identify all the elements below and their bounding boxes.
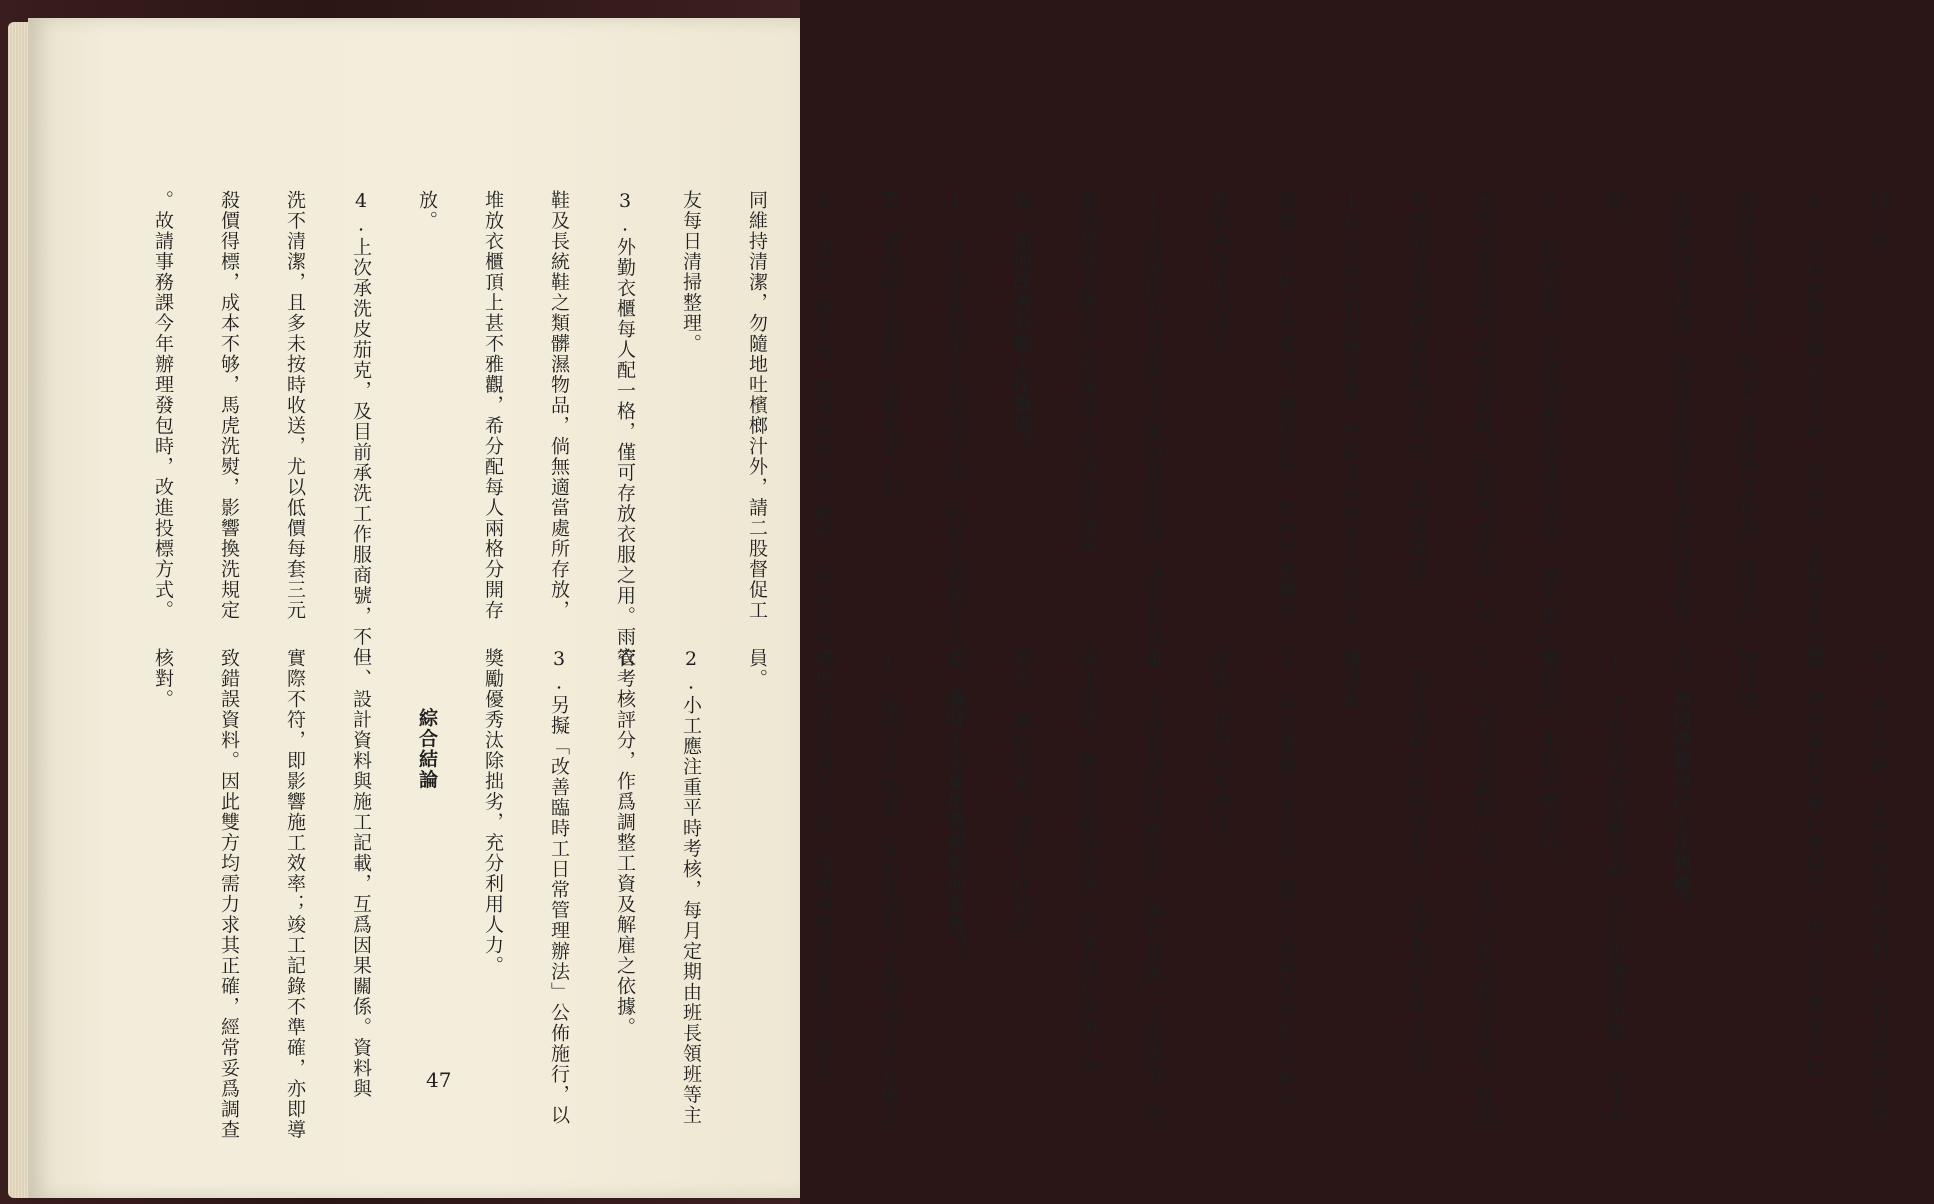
- text-line: 洗不清潔，且多未按時收送，尤以低價每套三元: [284, 190, 306, 621]
- text-line: 鼓勵自我訓練及發展。: [1208, 648, 1230, 853]
- text-line: 吊線或架設臨時吊線或麻繩，張掛滑車佈放，請: [1472, 190, 1494, 621]
- text-line: 一派代表前往吊唁或慰問，並發起捐助等予以同: [1406, 648, 1428, 1079]
- text-line: 境清潔。: [1736, 648, 1758, 730]
- text-line: 友每日清掃整理。: [680, 190, 702, 354]
- text-line: 變通方法施工的處所，應作記錄，俟料到後儘速: [1274, 190, 1296, 621]
- text-line: 重新再作正式施工。: [1208, 190, 1230, 375]
- text-line: 勿佈放路面或擦過阻碍物拖拉，而損傷電纜。: [1406, 190, 1428, 600]
- text-line: 2.更衣、候工室、厠所和洗衣台骯髒，除需大家共: [812, 190, 834, 668]
- text-line: 致錯誤資料。因此雙方均需力求其正確，經常妥爲調查: [218, 648, 240, 1140]
- section-heading: 五、如何改善外勤工作環境？: [1010, 190, 1032, 457]
- text-line: 等照顧。: [1340, 648, 1362, 730]
- text-line: 責採集樣品繳交三股彙送工程師研究處理。: [1076, 190, 1098, 580]
- text-line: 競賽，適時獎勵，鼓舞工作情緒。: [1010, 648, 1032, 956]
- text-line: 4.工作勤勞技術優良者，適時獎勵；工作懶散，表: [1142, 648, 1164, 1126]
- text-line: 表現之正式員工介紹，選用身體强壯品性良好人: [812, 648, 834, 1079]
- upper-text-block: [130, 190, 1934, 668]
- text-line: 10若因材料供應不繼，暫時未按標準工法施工，而: [1340, 190, 1362, 668]
- section-heading: 六、如何誘發同仁工作興趣？: [1670, 648, 1692, 915]
- text-line: 員。: [746, 648, 768, 689]
- text-line: 5.各工作班，工餘線頭或拆收料，材料包裝紙箱等: [1868, 648, 1890, 1126]
- text-line: 殺價得標，成本不够，馬虎洗熨，影響換洗規定: [218, 190, 240, 621]
- page-number: 47: [426, 1068, 452, 1092]
- text-line: 堆放衣櫃頂上甚不雅觀，希分配每人兩格分開存: [482, 190, 504, 621]
- text-line: 管考核評分，作爲調整工資及解雇之依據。: [614, 648, 636, 1038]
- text-line: 纜心線。: [1868, 190, 1890, 272]
- text-line: 2.小工應注重平時考核，每月定期由班長領班等主: [680, 648, 702, 1126]
- text-line: 膠絕緣墊等不佳，爲室內線障碍之根源。建請改: [1736, 190, 1758, 621]
- text-line: 9.佈放電纜，若遇跨越馬路或障碍物，應利用已有: [1538, 190, 1560, 668]
- section-heading: 七、臨時工之雇用管理如何改善？: [944, 648, 966, 956]
- text-line: 一、設計資料與施工記載，互爲因果關係。資料與: [350, 648, 372, 1099]
- text-line: 同維持清潔，勿隨地吐檳榔汁外，請二股督促工: [746, 190, 768, 621]
- text-line: 8.目前使用之隔電細卡釘，其形狀、金屬品質及塑: [1802, 190, 1824, 668]
- text-line: 3.另擬「改善臨時工日常管理辦法」公佈施行，以: [548, 648, 570, 1126]
- text-line: 。故請事務課今年辦理發包時，改進投標方式。: [152, 190, 174, 621]
- text-line: 懷協助，平時培養感情。: [1538, 648, 1560, 874]
- text-line: 2.同事直系血親亡故，或同仁遭受重大災害，宜統: [1472, 648, 1494, 1126]
- text-line: 良採用鋼質製造，絕緣墊改用堅靭的套筒式塑膠: [1670, 190, 1692, 621]
- text-line: 放。: [416, 190, 438, 231]
- text-line: 實際不符，即影響施工效率；竣工記錄不準確，亦即導: [284, 648, 306, 1140]
- text-line: 3.外勤衣櫃每人配一格，僅可存放衣服之用。雨衣: [614, 190, 636, 668]
- text-line: 鞋及長統鞋之類髒濕物品，倘無適當處所存放，: [548, 190, 570, 621]
- text-line: 物，請勿隨便丟棄停車場內，由二股負責維持環: [1802, 648, 1824, 1079]
- text-line: 4.上次承洗皮茄克，及目前承洗工作服商號，不但: [350, 190, 372, 668]
- text-line: 要，請在候工室裝設公務電話乙部。: [878, 190, 900, 518]
- text-line: 11發現因材料品質不良而引起的障碍，請各班長負: [1142, 190, 1164, 668]
- text-line: 1.臨時工之雇用，宜由班長以上主管或工作有優良: [878, 648, 900, 1126]
- text-line: 核對。: [152, 648, 174, 710]
- text-line: 1.工餘多舉辦康樂活動，同仁如遭遇困難，多予關: [1604, 648, 1626, 1126]
- text-line: 3.經常溝通上下意見，建立心甘情願的負責氣氛，: [1274, 648, 1296, 1126]
- text-line: 獎勵優秀汰除拙劣，充分利用人力。: [482, 648, 504, 976]
- text-line: 現不佳者，應加以勸導改善。切實執行各項工作: [1076, 648, 1098, 1079]
- text-line: 墊。: [1604, 190, 1626, 231]
- conclusion-heading: 綜合結論: [416, 708, 438, 790]
- text-line: 1.各工作班於出工前或收工後，爲施工聯繫上之需: [944, 190, 966, 668]
